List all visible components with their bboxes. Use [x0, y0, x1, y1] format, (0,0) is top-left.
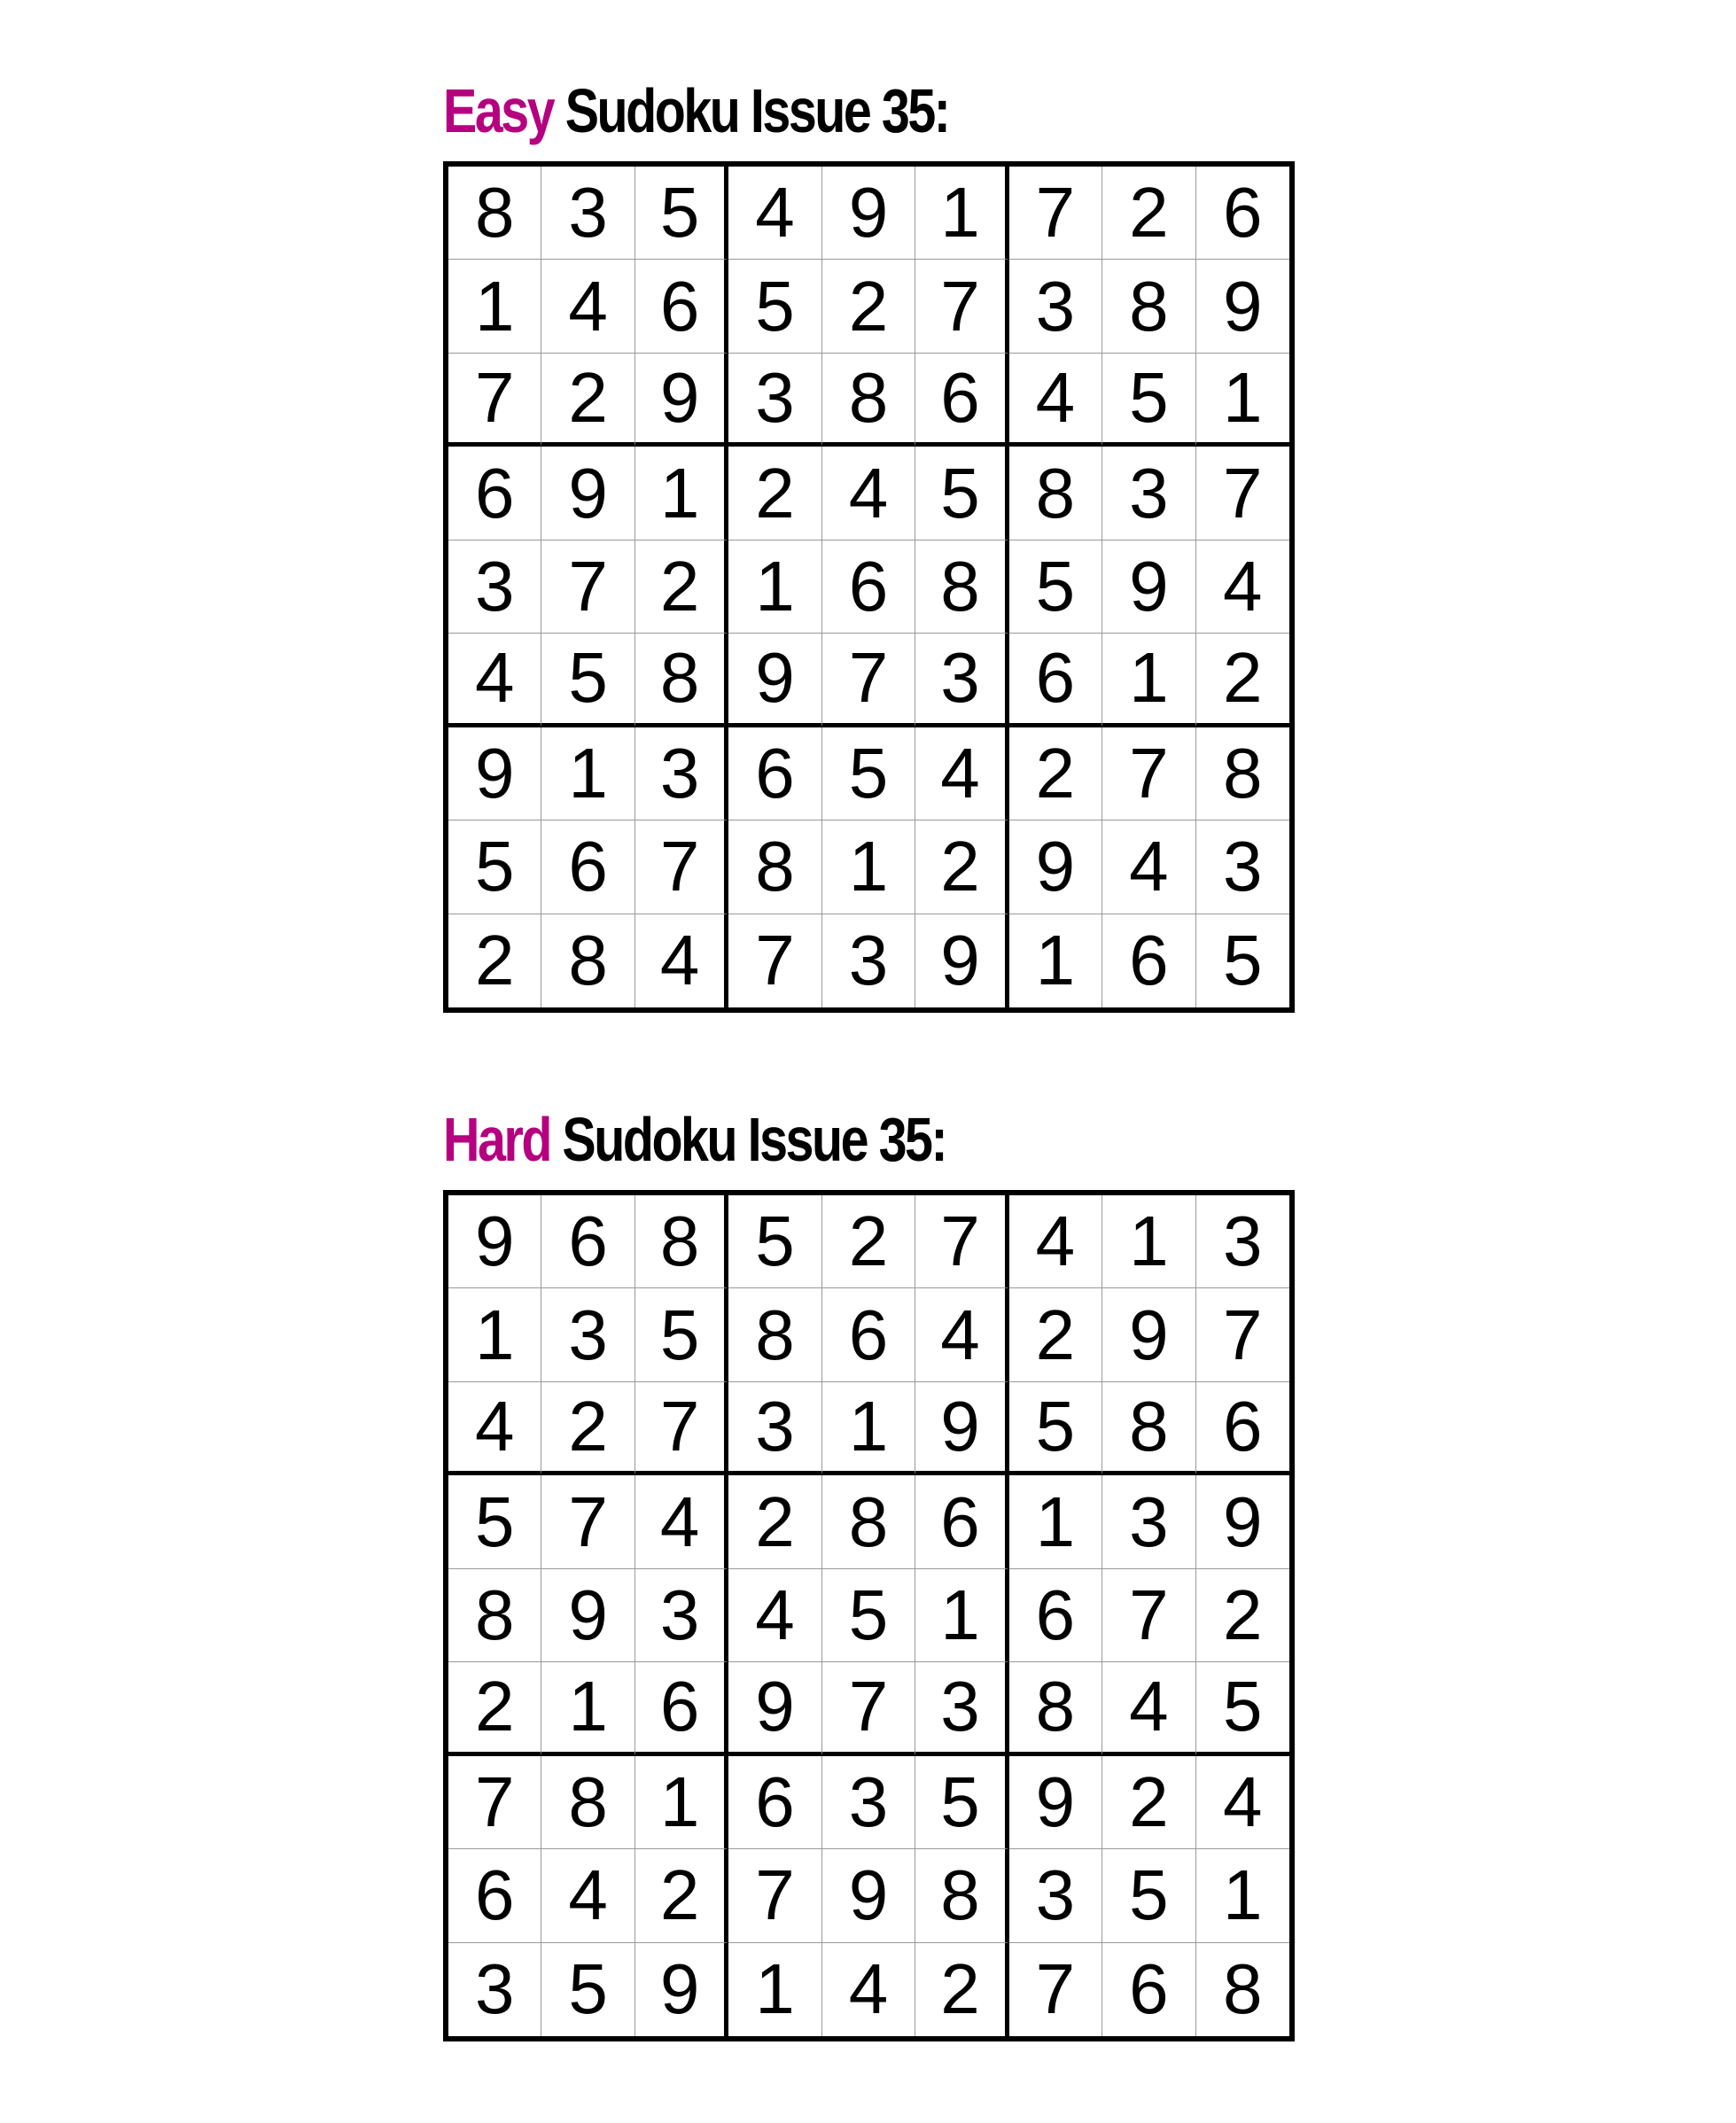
sudoku-cell: 2: [1102, 1756, 1195, 1849]
sudoku-cell: 6: [448, 447, 541, 540]
sudoku-cell: 9: [822, 1849, 915, 1942]
sudoku-cell: 7: [822, 634, 915, 727]
sudoku-cell: 8: [541, 1756, 634, 1849]
sudoku-cell: 1: [1009, 1475, 1102, 1568]
sudoku-cell: 5: [1223, 921, 1263, 1000]
sudoku-cell: 4: [541, 1849, 634, 1942]
sudoku-cell: 5: [728, 1195, 821, 1288]
sudoku-cell: 7: [448, 1756, 541, 1849]
sudoku-cell: 1: [448, 1288, 541, 1381]
sudoku-cell: 5: [448, 820, 541, 914]
sudoku-cell: 2: [915, 1943, 1008, 2036]
sudoku-cell: 5: [1102, 1849, 1195, 1942]
sudoku-cell: 1: [541, 1662, 634, 1755]
sudoku-cell: 6: [1009, 634, 1102, 727]
sudoku-cell: 6: [635, 1662, 728, 1755]
sudoku-cell: 7: [1009, 167, 1102, 260]
sudoku-cell: 8: [915, 540, 1008, 634]
sudoku-cell: 3: [448, 540, 541, 634]
sudoku-cell: 6: [541, 1195, 634, 1288]
sudoku-cell: 1: [915, 1569, 1008, 1662]
sudoku-cell: 4: [822, 1943, 915, 2036]
sudoku-cell: 8: [448, 167, 541, 260]
sudoku-cell: 7: [915, 1195, 1008, 1288]
sudoku-cell: 1: [915, 167, 1008, 260]
sudoku-cell: 5: [635, 1288, 728, 1381]
sudoku-cell: 8: [1102, 1382, 1195, 1475]
sudoku-cell: 4: [1196, 540, 1289, 634]
sudoku-cell: 8: [728, 820, 821, 914]
sudoku-cell: 8: [728, 1288, 821, 1381]
sudoku-cell: 8: [635, 1195, 728, 1288]
sudoku-cell: 6: [1102, 1943, 1195, 2036]
sudoku-cell: 9: [541, 1569, 634, 1662]
sudoku-cell: 3: [728, 1382, 821, 1475]
sudoku-cell: 1: [448, 260, 541, 353]
sudoku-cell: 8: [822, 354, 915, 447]
sudoku-cell: 9: [541, 447, 634, 540]
sudoku-cell: 4: [448, 634, 541, 727]
sudoku-cell: 7: [541, 540, 634, 634]
sudoku-cell: 9: [822, 167, 915, 260]
sudoku-cell: 2: [822, 1195, 915, 1288]
sudoku-cell: 6: [822, 540, 915, 634]
sudoku-cell: 2: [635, 540, 728, 634]
sudoku-cell: 2: [448, 1662, 541, 1755]
sudoku-cell: 3: [541, 1288, 634, 1381]
hard-title-text: Sudoku Issue 35:: [549, 1105, 946, 1174]
sudoku-cell: 3: [822, 914, 915, 1007]
sudoku-cell: 3: [1009, 1849, 1102, 1942]
sudoku-cell: 4: [635, 914, 728, 1007]
sudoku-cell: 8: [915, 1849, 1008, 1942]
sudoku-cell: 1: [1196, 354, 1289, 447]
sudoku-cell: 1: [1009, 914, 1102, 1007]
sudoku-cell: 5: [1009, 540, 1102, 634]
sudoku-cell: 4: [915, 1288, 1008, 1381]
sudoku-cell: 1: [635, 447, 728, 540]
sudoku-cell: 8: [635, 634, 728, 727]
sudoku-cell: 6: [448, 1849, 541, 1942]
sudoku-cell: 7: [1196, 1288, 1289, 1381]
sudoku-cell: 9: [728, 634, 821, 727]
sudoku-cell: 3: [1009, 260, 1102, 353]
sudoku-cell: 7: [915, 260, 1008, 353]
sudoku-cell: 5: [728, 260, 821, 353]
sudoku-cell: 1: [541, 727, 634, 820]
sudoku-cell: 4: [728, 167, 821, 260]
sudoku-cell: 3: [1196, 820, 1289, 914]
sudoku-cell: 1: [635, 1756, 728, 1849]
hard-sudoku-grid: [443, 1190, 1295, 2041]
sudoku-cell: 1: [728, 540, 821, 634]
sudoku-cell: 3: [915, 1662, 1008, 1755]
sudoku-cell: 4: [822, 447, 915, 540]
sudoku-cell: 8: [1223, 1949, 1263, 2029]
sudoku-cell: 5: [822, 727, 915, 820]
sudoku-cell: 5: [822, 1569, 915, 1662]
sudoku-cell: 8: [1196, 727, 1289, 820]
sudoku-cell: 7: [1102, 727, 1195, 820]
sudoku-cell: 2: [728, 1475, 821, 1568]
sudoku-cell: 5: [635, 167, 728, 260]
sudoku-cell: 7: [1102, 1569, 1195, 1662]
sudoku-cell: 9: [915, 1382, 1008, 1475]
sudoku-cell: 9: [1009, 1756, 1102, 1849]
sudoku-cell: 3: [728, 354, 821, 447]
sudoku-cell: 6: [1102, 914, 1195, 1007]
sudoku-cell: 9: [1196, 1475, 1289, 1568]
sudoku-cell: 7: [822, 1662, 915, 1755]
sudoku-cell: 4: [448, 1382, 541, 1475]
easy-level-label: Easy: [443, 76, 554, 145]
sudoku-cell: 4: [1009, 354, 1102, 447]
sudoku-cell: 3: [541, 167, 634, 260]
sudoku-cell: 2: [915, 820, 1008, 914]
sudoku-cell: 4: [1102, 820, 1195, 914]
sudoku-cell: 3: [1102, 447, 1195, 540]
sudoku-cell: 1: [822, 820, 915, 914]
sudoku-cell: 2: [635, 1849, 728, 1942]
sudoku-cell: 9: [635, 354, 728, 447]
sudoku-cell: 9: [1196, 260, 1289, 353]
sudoku-cell: 5: [1196, 1662, 1289, 1755]
sudoku-cell: 6: [1196, 1382, 1289, 1475]
easy-title-text: Sudoku Issue 35:: [553, 76, 949, 145]
sudoku-cell: 6: [728, 727, 821, 820]
sudoku-cell: 2: [822, 260, 915, 353]
sudoku-cell: 2: [728, 447, 821, 540]
sudoku-cell: 8: [541, 914, 634, 1007]
sudoku-cell: 6: [541, 820, 634, 914]
sudoku-cell: 8: [1102, 260, 1195, 353]
sudoku-cell: 8: [822, 1475, 915, 1568]
sudoku-cell: 3: [915, 634, 1008, 727]
sudoku-cell: 1: [1102, 1195, 1195, 1288]
sudoku-cell: 9: [915, 914, 1008, 1007]
sudoku-cell: 5: [541, 634, 634, 727]
sudoku-cell: 9: [448, 1195, 541, 1288]
sudoku-cell: 3: [1102, 1475, 1195, 1568]
sudoku-cell: 6: [728, 1756, 821, 1849]
sudoku-cell: 5: [448, 1475, 541, 1568]
sudoku-cell: 3: [1196, 1195, 1289, 1288]
sudoku-cell: 6: [1196, 167, 1289, 260]
sudoku-cell: 3: [635, 727, 728, 820]
sudoku-cell: 2: [1009, 1288, 1102, 1381]
sudoku-cell: 5: [915, 1756, 1008, 1849]
sudoku-cell: 7: [728, 914, 821, 1007]
sudoku-cell: 3: [635, 1569, 728, 1662]
sudoku-cell: 4: [541, 260, 634, 353]
sudoku-cell: 8: [448, 1569, 541, 1662]
sudoku-cell: 9: [728, 1662, 821, 1755]
sudoku-cell: 9: [448, 727, 541, 820]
easy-sudoku-title: [443, 75, 948, 146]
sudoku-cell: 2: [1196, 1569, 1289, 1662]
sudoku-cell: 6: [822, 1288, 915, 1381]
sudoku-cell: 4: [635, 1475, 728, 1568]
sudoku-cell: 6: [915, 354, 1008, 447]
sudoku-cell: 3: [448, 1943, 541, 2036]
hard-sudoku-title: [443, 1104, 946, 1175]
sudoku-cell: 1: [822, 1382, 915, 1475]
sudoku-cell: 5: [1009, 1382, 1102, 1475]
sudoku-cell: 1: [1196, 1849, 1289, 1942]
sudoku-cell: 6: [635, 260, 728, 353]
sudoku-cell: 9: [1102, 540, 1195, 634]
sudoku-cell: 4: [1102, 1662, 1195, 1755]
sudoku-cell: 4: [915, 727, 1008, 820]
sudoku-cell: 9: [1009, 820, 1102, 914]
sudoku-cell: 6: [1009, 1569, 1102, 1662]
sudoku-cell: 7: [635, 1382, 728, 1475]
sudoku-cell: 9: [1102, 1288, 1195, 1381]
sudoku-cell: 2: [1196, 634, 1289, 727]
sudoku-cell: 6: [915, 1475, 1008, 1568]
sudoku-cell: 2: [448, 914, 541, 1007]
sudoku-cell: 8: [1009, 1662, 1102, 1755]
sudoku-cell: 2: [1102, 167, 1195, 260]
sudoku-cell: 7: [448, 354, 541, 447]
sudoku-cell: 2: [1009, 727, 1102, 820]
sudoku-cell: 7: [635, 820, 728, 914]
sudoku-cell: 4: [1196, 1756, 1289, 1849]
easy-sudoku-grid: [443, 161, 1295, 1013]
sudoku-cell: 7: [1196, 447, 1289, 540]
sudoku-cell: 4: [1009, 1195, 1102, 1288]
hard-level-label: Hard: [443, 1105, 550, 1174]
sudoku-cell: 9: [635, 1943, 728, 2036]
sudoku-cell: 1: [728, 1943, 821, 2036]
sudoku-cell: 4: [728, 1569, 821, 1662]
sudoku-cell: 2: [541, 354, 634, 447]
sudoku-cell: 7: [1009, 1943, 1102, 2036]
sudoku-cell: 2: [541, 1382, 634, 1475]
sudoku-cell: 3: [822, 1756, 915, 1849]
sudoku-cell: 7: [728, 1849, 821, 1942]
sudoku-cell: 8: [1009, 447, 1102, 540]
sudoku-cell: 5: [1102, 354, 1195, 447]
sudoku-cell: 7: [541, 1475, 634, 1568]
sudoku-cell: 5: [915, 447, 1008, 540]
sudoku-cell: 5: [541, 1943, 634, 2036]
sudoku-cell: 1: [1102, 634, 1195, 727]
